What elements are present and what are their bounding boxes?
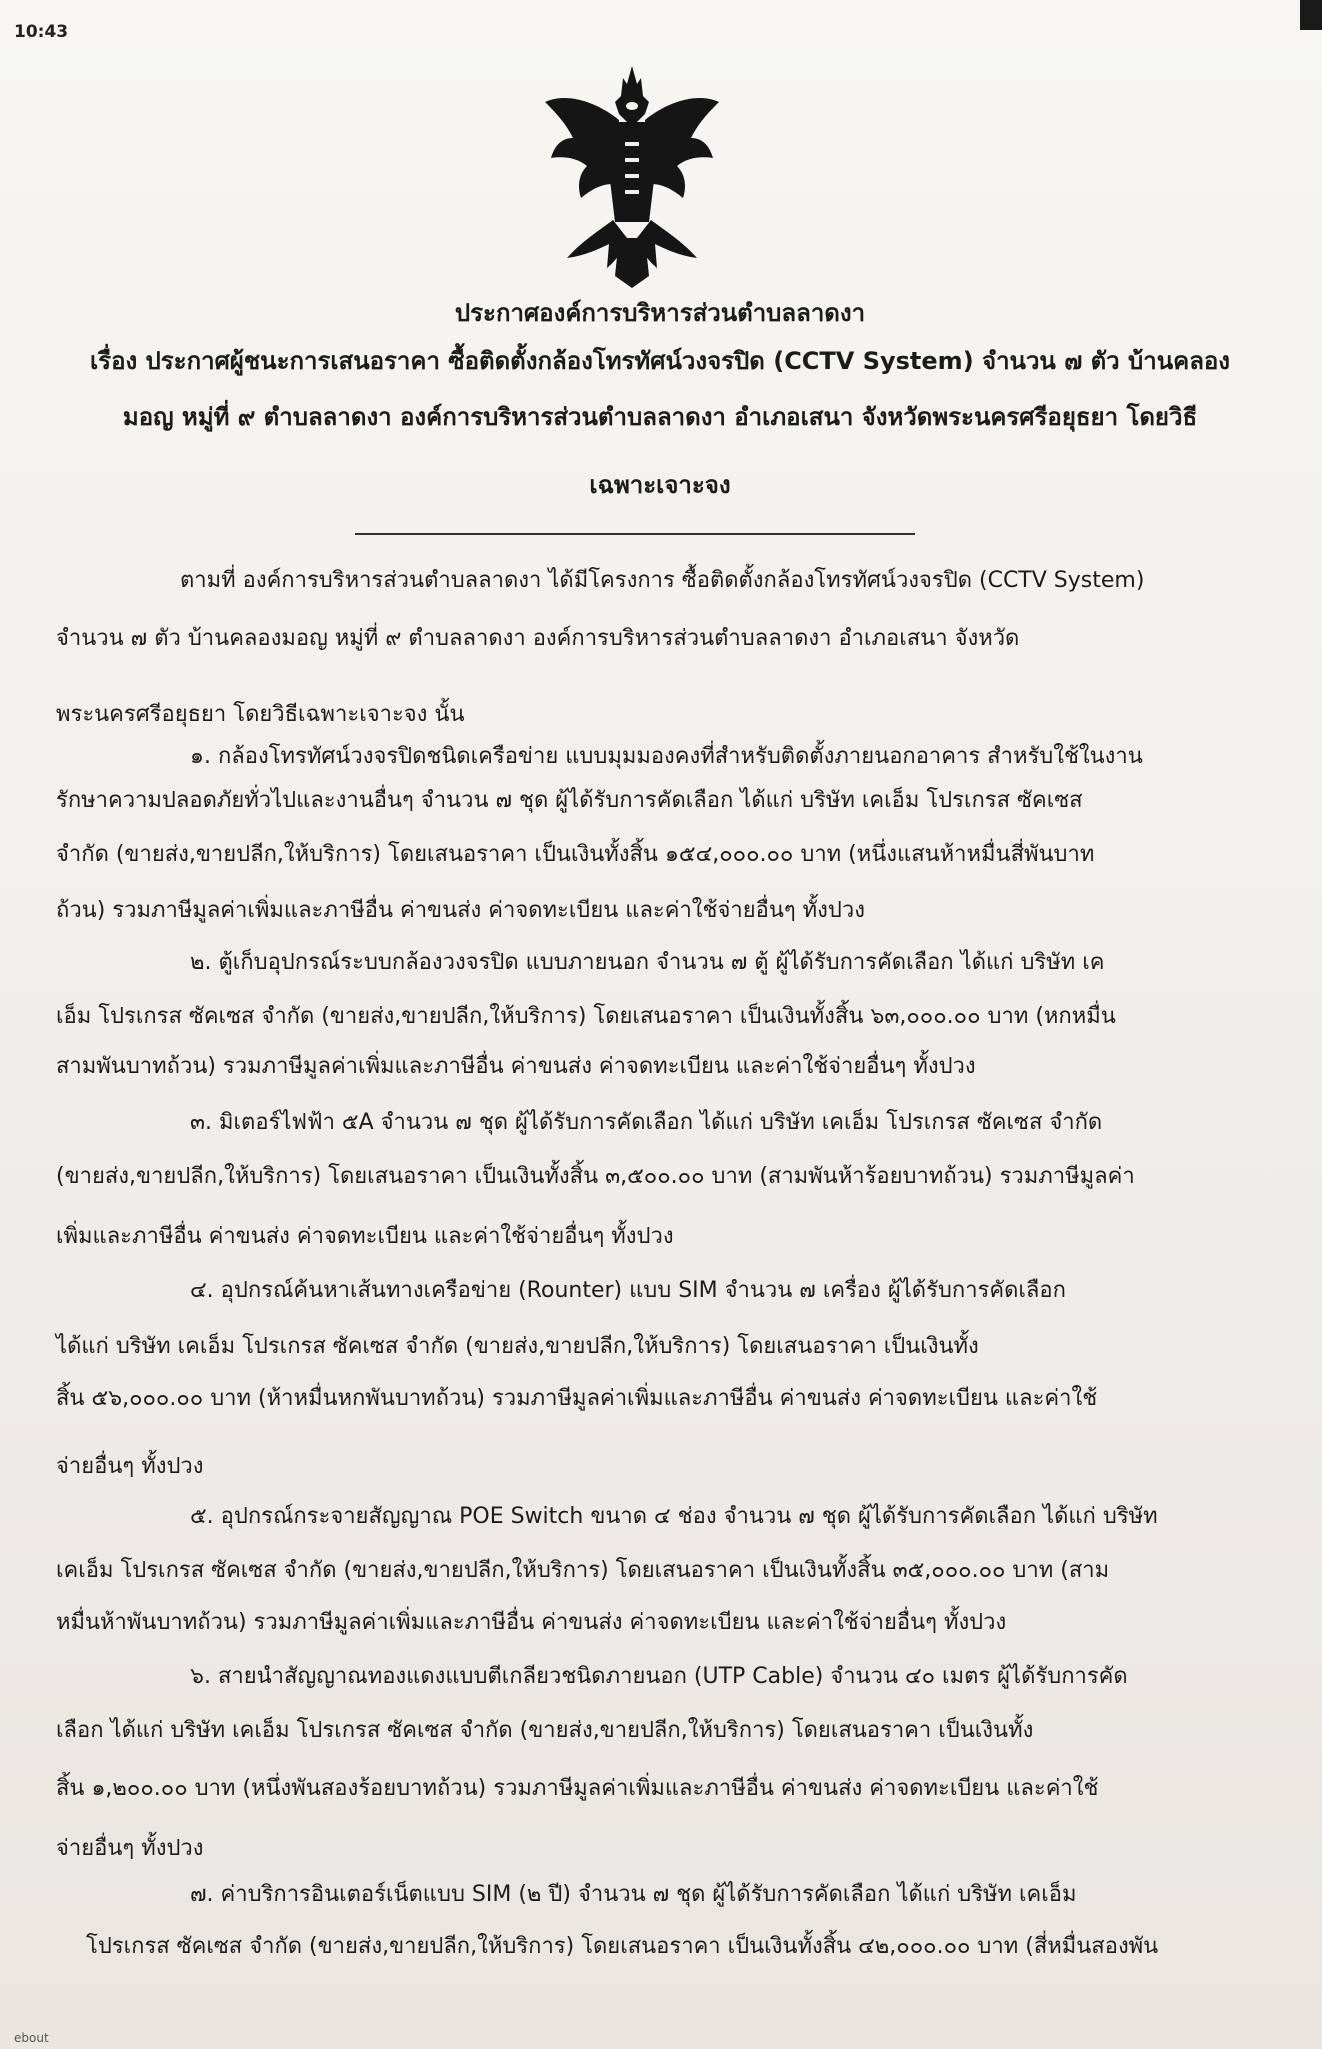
separator-rule	[355, 533, 915, 535]
body-line: ได้แก่ บริษัท เคเอ็ม โปรเกรส ซัคเซส จำกัด (ขายส่ง,ขายปลีก,ให้บริการ) โดยเสนอราคา เป็นเงินทั้ง	[56, 1334, 979, 1359]
body-line: เลือก ได้แก่ บริษัท เคเอ็ม โปรเกรส ซัคเซส จำกัด (ขายส่ง,ขายปลีก,ให้บริการ) โดยเสนอราคา เป็นเงินทั้ง	[56, 1718, 1034, 1743]
subject-line-2: มอญ หมู่ที่ ๙ ตำบลลาดงา องค์การบริหารส่วนตำบลลาดงา อำเภอเสนา จังหวัดพระนครศรีอยุธยา โดยวิธี	[122, 403, 1198, 431]
garuda-emblem-icon	[537, 62, 727, 292]
body-line: เอ็ม โปรเกรส ซัคเซส จำกัด (ขายส่ง,ขายปลีก,ให้บริการ) โดยเสนอราคา เป็นเงินทั้งสิ้น ๖๓,๐๐๐.๐๐ บาท (หกหมื่น	[56, 1004, 1116, 1029]
body-line: เพิ่มและภาษีอื่น ค่าขนส่ง ค่าจดทะเบียน และค่าใช้จ่ายอื่นๆ ทั้งปวง	[56, 1224, 674, 1249]
body-line: ๗. ค่าบริการอินเตอร์เน็ตแบบ SIM (๒ ปี) จำนวน ๗ ชุด ผู้ได้รับการคัดเลือก ได้แก่ บริษัท เคเอ็ม	[190, 1882, 1077, 1907]
body-line: ๓. มิเตอร์ไฟฟ้า ๕A จำนวน ๗ ชุด ผู้ได้รับการคัดเลือก ได้แก่ บริษัท เคเอ็ม โปรเกรส ซัคเซส จำกัด	[190, 1110, 1103, 1135]
body-line: สิ้น ๕๖,๐๐๐.๐๐ บาท (ห้าหมื่นหกพันบาทถ้วน) รวมภาษีมูลค่าเพิ่มและภาษีอื่น ค่าขนส่ง ค่าจดทะเบียน และค่าใช้	[56, 1386, 1098, 1411]
body-line: โปรเกรส ซัคเซส จำกัด (ขายส่ง,ขายปลีก,ให้บริการ) โดยเสนอราคา เป็นเงินทั้งสิ้น ๔๒,๐๐๐.๐๐ บาท (สี่หมื่นสองพัน	[86, 1934, 1159, 1959]
body-line: ถ้วน) รวมภาษีมูลค่าเพิ่มและภาษีอื่น ค่าขนส่ง ค่าจดทะเบียน และค่าใช้จ่ายอื่นๆ ทั้งปวง	[56, 898, 865, 923]
body-line: ๒. ตู้เก็บอุปกรณ์ระบบกล้องวงจรปิด แบบภายนอก จำนวน ๗ ตู้ ผู้ได้รับการคัดเลือก ได้แก่ บริษัท เค	[190, 950, 1105, 975]
body-line: จ่ายอื่นๆ ทั้งปวง	[56, 1836, 204, 1861]
corner-mark	[1300, 0, 1322, 30]
body-line: ตามที่ องค์การบริหารส่วนตำบลลาดงา ได้มีโครงการ ซื้อติดตั้งกล้องโทรทัศน์วงจรปิด (CCTV System)	[180, 568, 1145, 593]
body-line: (ขายส่ง,ขายปลีก,ให้บริการ) โดยเสนอราคา เป็นเงินทั้งสิ้น ๓,๕๐๐.๐๐ บาท (สามพันห้าร้อยบาทถ้วน) รวมภาษีมูลค่า	[56, 1164, 1135, 1189]
body-line: ๕. อุปกรณ์กระจายสัญญาณ POE Switch ขนาด ๔ ช่อง จำนวน ๗ ชุด ผู้ได้รับการคัดเลือก ได้แก่ บริษัท	[190, 1504, 1158, 1529]
body-line: สามพันบาทถ้วน) รวมภาษีมูลค่าเพิ่มและภาษีอื่น ค่าขนส่ง ค่าจดทะเบียน และค่าใช้จ่ายอื่นๆ ทั้งปวง	[56, 1054, 976, 1079]
body-line: สิ้น ๑,๒๐๐.๐๐ บาท (หนึ่งพันสองร้อยบาทถ้วน) รวมภาษีมูลค่าเพิ่มและภาษีอื่น ค่าขนส่ง ค่าจดทะเบียน และค่าใช้	[56, 1776, 1099, 1801]
status-time: 10:43	[14, 22, 69, 42]
body-line: ๑. กล้องโทรทัศน์วงจรปิดชนิดเครือข่าย แบบมุมมองคงที่สำหรับติดตั้งภายนอกอาคาร สำหรับใช้ในงาน	[190, 744, 1143, 769]
body-line: จำกัด (ขายส่ง,ขายปลีก,ให้บริการ) โดยเสนอราคา เป็นเงินทั้งสิ้น ๑๕๔,๐๐๐.๐๐ บาท (หนึ่งแสนห้าหมื่นสี่พันบาท	[56, 842, 1095, 867]
announcement-title: ประกาศองค์การบริหารส่วนตำบลลาดงา	[454, 299, 866, 327]
body-line: หมื่นห้าพันบาทถ้วน) รวมภาษีมูลค่าเพิ่มและภาษีอื่น ค่าขนส่ง ค่าจดทะเบียน และค่าใช้จ่ายอื่นๆ ทั้งปวง	[56, 1610, 1007, 1635]
subject-line-1: เรื่อง ประกาศผู้ชนะการเสนอราคา ซื้อติดตั้งกล้องโทรทัศน์วงจรปิด (CCTV System) จำนวน ๗ ตัว บ้านคลอง	[89, 347, 1231, 375]
body-line: ๖. สายนำสัญญาณทองแดงแบบตีเกลียวชนิดภายนอก (UTP Cable) จำนวน ๔๐ เมตร ผู้ได้รับการคัด	[190, 1664, 1128, 1689]
body-line: ๔. อุปกรณ์ค้นหาเส้นทางเครือข่าย (Rounter) แบบ SIM จำนวน ๗ เครื่อง ผู้ได้รับการคัดเลือก	[190, 1278, 1066, 1303]
body-line: เคเอ็ม โปรเกรส ซัคเซส จำกัด (ขายส่ง,ขายปลีก,ให้บริการ) โดยเสนอราคา เป็นเงินทั้งสิ้น ๓๕,๐๐๐.๐๐ บาท (สาม	[56, 1558, 1110, 1583]
body-line: พระนครศรีอยุธยา โดยวิธีเฉพาะเจาะจง นั้น	[56, 702, 465, 727]
body-line: รักษาความปลอดภัยทั่วไปและงานอื่นๆ จำนวน ๗ ชุด ผู้ได้รับการคัดเลือก ได้แก่ บริษัท เคเอ็ม โปรเกรส ซัคเซส	[56, 788, 1083, 813]
body-line: จ่ายอื่นๆ ทั้งปวง	[56, 1454, 204, 1479]
subject-line-3: เฉพาะเจาะจง	[589, 471, 731, 499]
body-line: จำนวน ๗ ตัว บ้านคลองมอญ หมู่ที่ ๙ ตำบลลาดงา องค์การบริหารส่วนตำบลลาดงา อำเภอเสนา จังหวัด	[56, 626, 1020, 651]
footer-scrap-text: ebout	[14, 2031, 49, 2045]
